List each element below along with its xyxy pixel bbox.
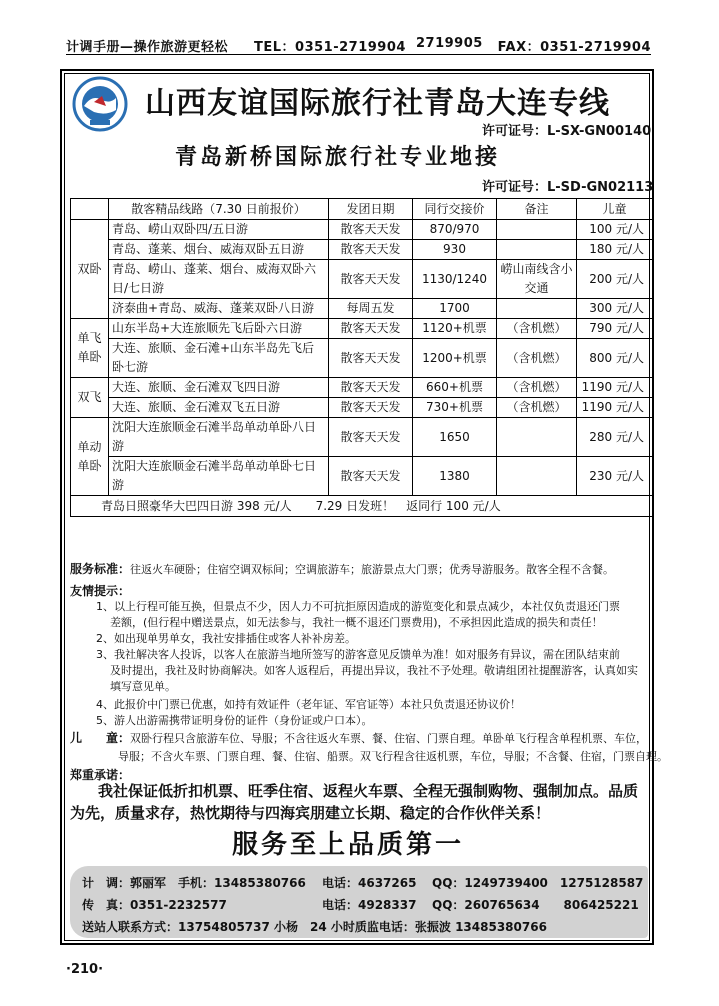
table-row <box>71 220 653 240</box>
child-price-cell: 200 元/人 <box>577 260 653 299</box>
note-cell: （含机燃） <box>497 378 577 398</box>
price-cell: 1120+机票 <box>413 319 497 339</box>
table-header-blank <box>71 199 109 220</box>
children-text-2: 导服；不含火车票、门票自理、餐、住宿、船票。双飞行程含往返机票，车位，导服；不含餐、住宿，门票自理。 <box>118 750 668 763</box>
child-price-cell: 300 元/人 <box>577 299 653 319</box>
agency-title: 山西友谊国际旅行社青岛大连专线 <box>145 86 610 121</box>
table-header-date: 发团日期 <box>329 199 413 220</box>
child-price-cell: 790 元/人 <box>577 319 653 339</box>
contact-planner: 计 调：郭丽军 手机：13485380766 <box>82 876 306 890</box>
service-label: 服务标准： <box>70 562 131 576</box>
date-cell: 散客天天发 <box>329 240 413 260</box>
date-cell: 散客天天发 <box>329 319 413 339</box>
table-header-note: 备注 <box>497 199 577 220</box>
table-row <box>71 378 653 398</box>
contact-phone-1: 电话：4637265 <box>322 876 417 890</box>
route-cell: 青岛、蓬莱、烟台、威海双卧五日游 <box>109 240 329 260</box>
table-row <box>71 299 653 319</box>
date-cell: 散客天天发 <box>329 398 413 418</box>
tip-line: 1、以上行程可能互换，但景点不少，因人力不可抗拒原因造成的游览变化和景点减少，本社仅负责退还门票 <box>96 600 620 613</box>
contact-qq-2: QQ：260765634 806425221 <box>432 898 639 912</box>
date-cell: 散客天天发 <box>329 260 413 299</box>
group-label-double-fly: 双飞 <box>71 378 109 418</box>
table-footer-row <box>71 496 653 517</box>
child-price-cell: 1190 元/人 <box>577 378 653 398</box>
table-row <box>71 260 653 299</box>
group-label-double: 双卧 <box>71 220 109 319</box>
group-label-single-fly: 单飞单卧 <box>71 319 109 378</box>
tip-line: 2、如出现单男单女，我社安排插住或客人补补房差。 <box>96 632 356 645</box>
date-cell: 散客天天发 <box>329 457 413 496</box>
note-cell: 崂山南线含小交通 <box>497 260 577 299</box>
route-cell: 青岛、崂山、蓬莱、烟台、威海双卧六日/七日游 <box>109 260 329 299</box>
child-price-cell: 800 元/人 <box>577 339 653 378</box>
table-row <box>71 319 653 339</box>
table-header-row <box>71 199 653 220</box>
note-cell <box>497 220 577 240</box>
header-fax: FAX：0351-2719904 <box>497 40 651 55</box>
price-cell: 660+机票 <box>413 378 497 398</box>
note-cell: （含机燃） <box>497 339 577 378</box>
table-header-price: 同行交接价 <box>413 199 497 220</box>
child-price-cell: 100 元/人 <box>577 220 653 240</box>
contact-qq-1: QQ：1249739400 1275128587 <box>432 876 644 890</box>
tip-line: 填写意见单。 <box>110 680 176 693</box>
note-cell: （含机燃） <box>497 398 577 418</box>
route-cell: 沈阳大连旅顺金石滩半岛单动单卧七日游 <box>109 457 329 496</box>
child-price-cell: 280 元/人 <box>577 418 653 457</box>
tip-line: 4、此报价中门票已优惠，如持有效证件（老年证、军官证等）本社只负责退还协议价！ <box>96 698 521 711</box>
contact-fax: 传 真：0351-2232577 <box>82 898 227 912</box>
table-row <box>71 418 653 457</box>
header-tel2: 2719905 <box>416 36 483 51</box>
contact-station-hotline: 送站人联系方式：13754805737 小杨 24 小时质监电话：张振波 13485380766 <box>82 920 547 934</box>
promise-text <box>70 780 650 824</box>
route-cell: 大连、旅顺、金石滩+山东半岛先飞后卧七游 <box>109 339 329 378</box>
child-price-cell: 230 元/人 <box>577 457 653 496</box>
table-header-route: 散客精品线路（7.30 日前报价） <box>109 199 329 220</box>
table-row <box>71 398 653 418</box>
route-price-table <box>70 198 653 517</box>
page-number: ·210· <box>66 962 104 977</box>
date-cell: 散客天天发 <box>329 378 413 398</box>
date-cell: 散客天天发 <box>329 418 413 457</box>
children-text-1: 双卧行程只含旅游车位、导服；不含往返火车票、餐、住宿、门票自理。单卧单飞行程含单程机票、车位， <box>130 732 648 745</box>
license-number-2: 许可证号：L-SD-GN02113 <box>482 180 654 195</box>
table-row <box>71 457 653 496</box>
date-cell: 每周五发 <box>329 299 413 319</box>
route-cell: 青岛、崂山双卧四/五日游 <box>109 220 329 240</box>
route-cell: 大连、旅顺、金石滩双飞四日游 <box>109 378 329 398</box>
price-cell: 930 <box>413 240 497 260</box>
price-cell: 1650 <box>413 418 497 457</box>
child-price-cell: 180 元/人 <box>577 240 653 260</box>
tip-line: 差额，(但行程中赠送景点，如无法参与，我社一概不退还门票费用)，不承担因此造成的损失和责任！ <box>110 616 603 629</box>
note-cell <box>497 299 577 319</box>
price-cell: 1200+机票 <box>413 339 497 378</box>
tip-line: 3、我社解决客人投诉，以客人在旅游当地所签写的游客意见反馈单为准！如对服务有异议，需在团队结束前 <box>96 648 620 661</box>
company-logo <box>72 76 128 132</box>
note-cell <box>497 418 577 457</box>
price-cell: 1130/1240 <box>413 260 497 299</box>
children-label: 儿 童： <box>70 731 131 745</box>
table-row <box>71 240 653 260</box>
agency-subtitle: 青岛新桥国际旅行社专业地接 <box>175 144 501 170</box>
route-cell: 济泰曲+青岛、威海、蓬莱双卧八日游 <box>109 299 329 319</box>
header-divider <box>66 54 651 55</box>
price-cell: 1380 <box>413 457 497 496</box>
contact-phone-2: 电话：4928337 <box>322 898 417 912</box>
child-price-cell: 1190 元/人 <box>577 398 653 418</box>
tips-heading: 友情提示： <box>70 584 131 598</box>
route-cell: 山东半岛+大连旅顺先飞后卧六日游 <box>109 319 329 339</box>
license-number-1: 许可证号：L-SX-GN00140 <box>482 124 652 139</box>
header-tagline: 计调手册—操作旅游更轻松 <box>66 40 229 55</box>
table-row <box>71 339 653 378</box>
route-cell: 沈阳大连旅顺金石滩半岛单动单卧八日游 <box>109 418 329 457</box>
group-label-motor: 单动单卧 <box>71 418 109 496</box>
service-text: 往返火车硬卧；住宿空调双标间；空调旅游车；旅游景点大门票；优秀导游服务。散客全程不含餐。 <box>130 563 615 576</box>
children-policy <box>70 729 668 766</box>
header-tel: TEL：0351-2719904 <box>254 40 406 55</box>
service-standard <box>70 560 614 577</box>
note-cell: （含机燃） <box>497 319 577 339</box>
contact-box <box>70 866 648 938</box>
table-header-child: 儿童 <box>577 199 653 220</box>
date-cell: 散客天天发 <box>329 339 413 378</box>
bus-tour-note: 青岛日照豪华大巴四日游 398 元/人 7.29 日发班！ 返同行 100 元/人 <box>71 496 653 517</box>
page-header <box>66 36 651 54</box>
date-cell: 散客天天发 <box>329 220 413 240</box>
price-cell: 1700 <box>413 299 497 319</box>
tip-line: 5、游人出游需携带证明身份的证件（身份证或户口本）。 <box>96 714 373 727</box>
note-cell <box>497 240 577 260</box>
tip-line: 及时提出，我社及时协商解决。如客人返程后，再提出异议，我社不予处理。敬请组团社提醒游客，认真如实 <box>110 664 638 677</box>
price-cell: 730+机票 <box>413 398 497 418</box>
promise-body: 我社保证低折扣机票、旺季住宿、返程火车票、全程无强制购物、强制加点。品质为先，质量求存，热忱期待与四海宾朋建立长期、稳定的合作伙伴关系！ <box>70 782 639 822</box>
slogan: 服务至上品质第一 <box>232 830 465 860</box>
promise-heading: 郑重承诺： <box>70 768 131 782</box>
route-cell: 大连、旅顺、金石滩双飞五日游 <box>109 398 329 418</box>
note-cell <box>497 457 577 496</box>
price-cell: 870/970 <box>413 220 497 240</box>
